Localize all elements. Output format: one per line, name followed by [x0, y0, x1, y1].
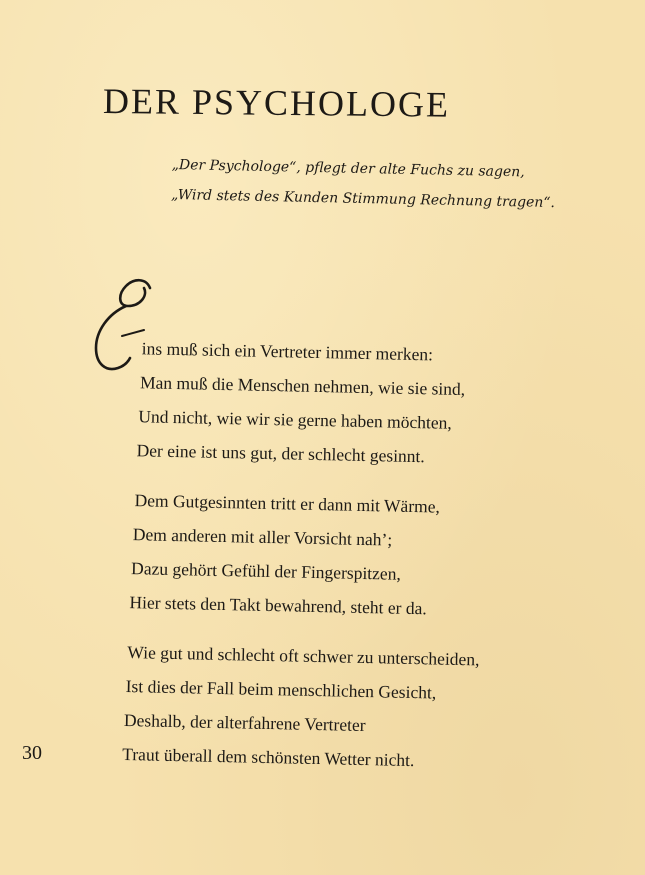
page-number: 30 — [22, 742, 42, 764]
epigraph-line: „Der Psychologe“, pflegt der alte Fuchs zu sagen, — [171, 156, 525, 181]
poem-line: Dem Gutgesinnten tritt er dann mit Wärme, — [134, 490, 441, 517]
poem-line: Dem anderen mit aller Vorsicht nah’; — [132, 524, 393, 550]
poem-line: Traut überall dem schönsten Wetter nicht. — [122, 743, 415, 771]
page-title: DER PSYCHOLOGE — [102, 81, 451, 125]
poem-line: Ist dies der Fall beim menschlichen Gesicht, — [125, 676, 437, 703]
poem-line: Dazu gehört Gefühl der Fingerspitzen, — [130, 558, 402, 584]
poem-line: Der eine ist uns gut, der schlecht gesinnt. — [136, 440, 426, 467]
poem-line: Und nicht, wie wir sie gerne haben möchten, — [138, 406, 452, 433]
epigraph — [171, 150, 556, 218]
poem-line: Deshalb, der alterfahrene Vertreter — [123, 710, 366, 736]
drop-cap-e-icon — [88, 276, 158, 376]
poem-line: Man muß die Menschen nehmen, wie sie sind, — [139, 372, 466, 400]
poem-line: ins muß sich ein Vertreter immer merken: — [141, 338, 434, 365]
poem-line: Hier stets den Takt bewahrend, steht er da. — [129, 592, 427, 619]
epigraph-line: „Wird stets des Kunden Stimmung Rechnung tragen“. — [170, 186, 556, 212]
poem-line: Wie gut und schlecht oft schwer zu unterscheiden, — [127, 642, 480, 670]
